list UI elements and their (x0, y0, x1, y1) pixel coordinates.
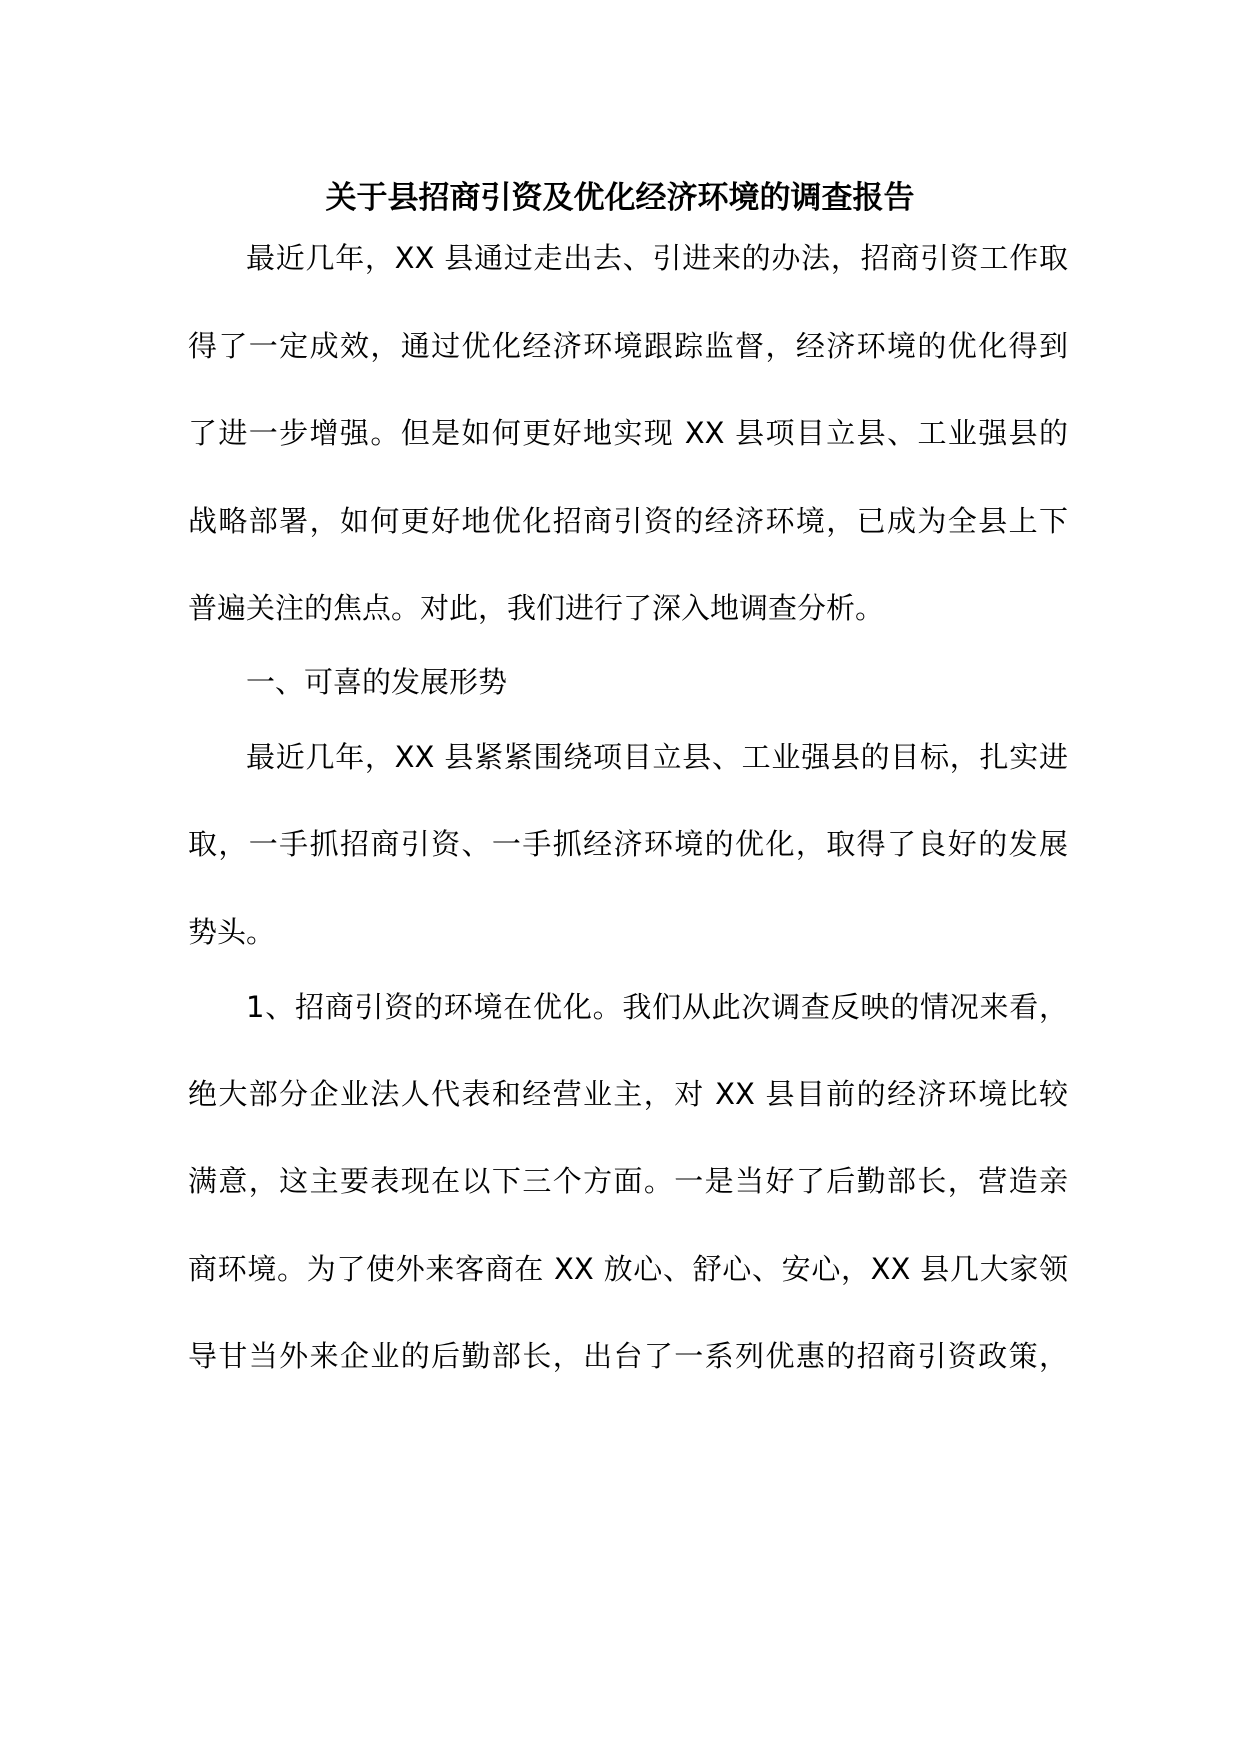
paragraph-line: 势头。 (188, 915, 276, 949)
paragraph-line: 最近几年，XX 县紧紧围绕项目立县、工业强县的目标，扎实进 (246, 740, 1068, 774)
paragraph-line: 了进一步增强。但是如何更好地实现 XX 县项目立县、工业强县的 (188, 416, 1068, 450)
paragraph-line: 商环境。为了使外来客商在 XX 放心、舒心、安心，XX 县几大家领 (188, 1252, 1068, 1286)
paragraph-line: 战略部署，如何更好地优化招商引资的经济环境，已成为全县上下 (188, 504, 1068, 538)
paragraph-line: 满意，这主要表现在以下三个方面。一是当好了后勤部长，营造亲 (188, 1164, 1068, 1198)
paragraph-line: 导甘当外来企业的后勤部长，出台了一系列优惠的招商引资政策， (188, 1339, 1068, 1373)
paragraph-line: 取，一手抓招商引资、一手抓经济环境的优化，取得了良好的发展 (188, 827, 1068, 861)
section-heading: 一、可喜的发展形势 (246, 665, 508, 699)
paragraph-line: 最近几年，XX 县通过走出去、引进来的办法，招商引资工作取 (246, 241, 1068, 275)
document-title: 关于县招商引资及优化经济环境的调查报告 (325, 180, 915, 216)
paragraph-line: 得了一定成效，通过优化经济环境跟踪监督，经济环境的优化得到 (188, 329, 1068, 363)
paragraph-line: 1、招商引资的环境在优化。我们从此次调查反映的情况来看， (246, 990, 1068, 1024)
paragraph-line: 绝大部分企业法人代表和经营业主，对 XX 县目前的经济环境比较 (188, 1077, 1068, 1111)
paragraph-line: 普遍关注的焦点。对此，我们进行了深入地调查分析。 (188, 591, 885, 625)
